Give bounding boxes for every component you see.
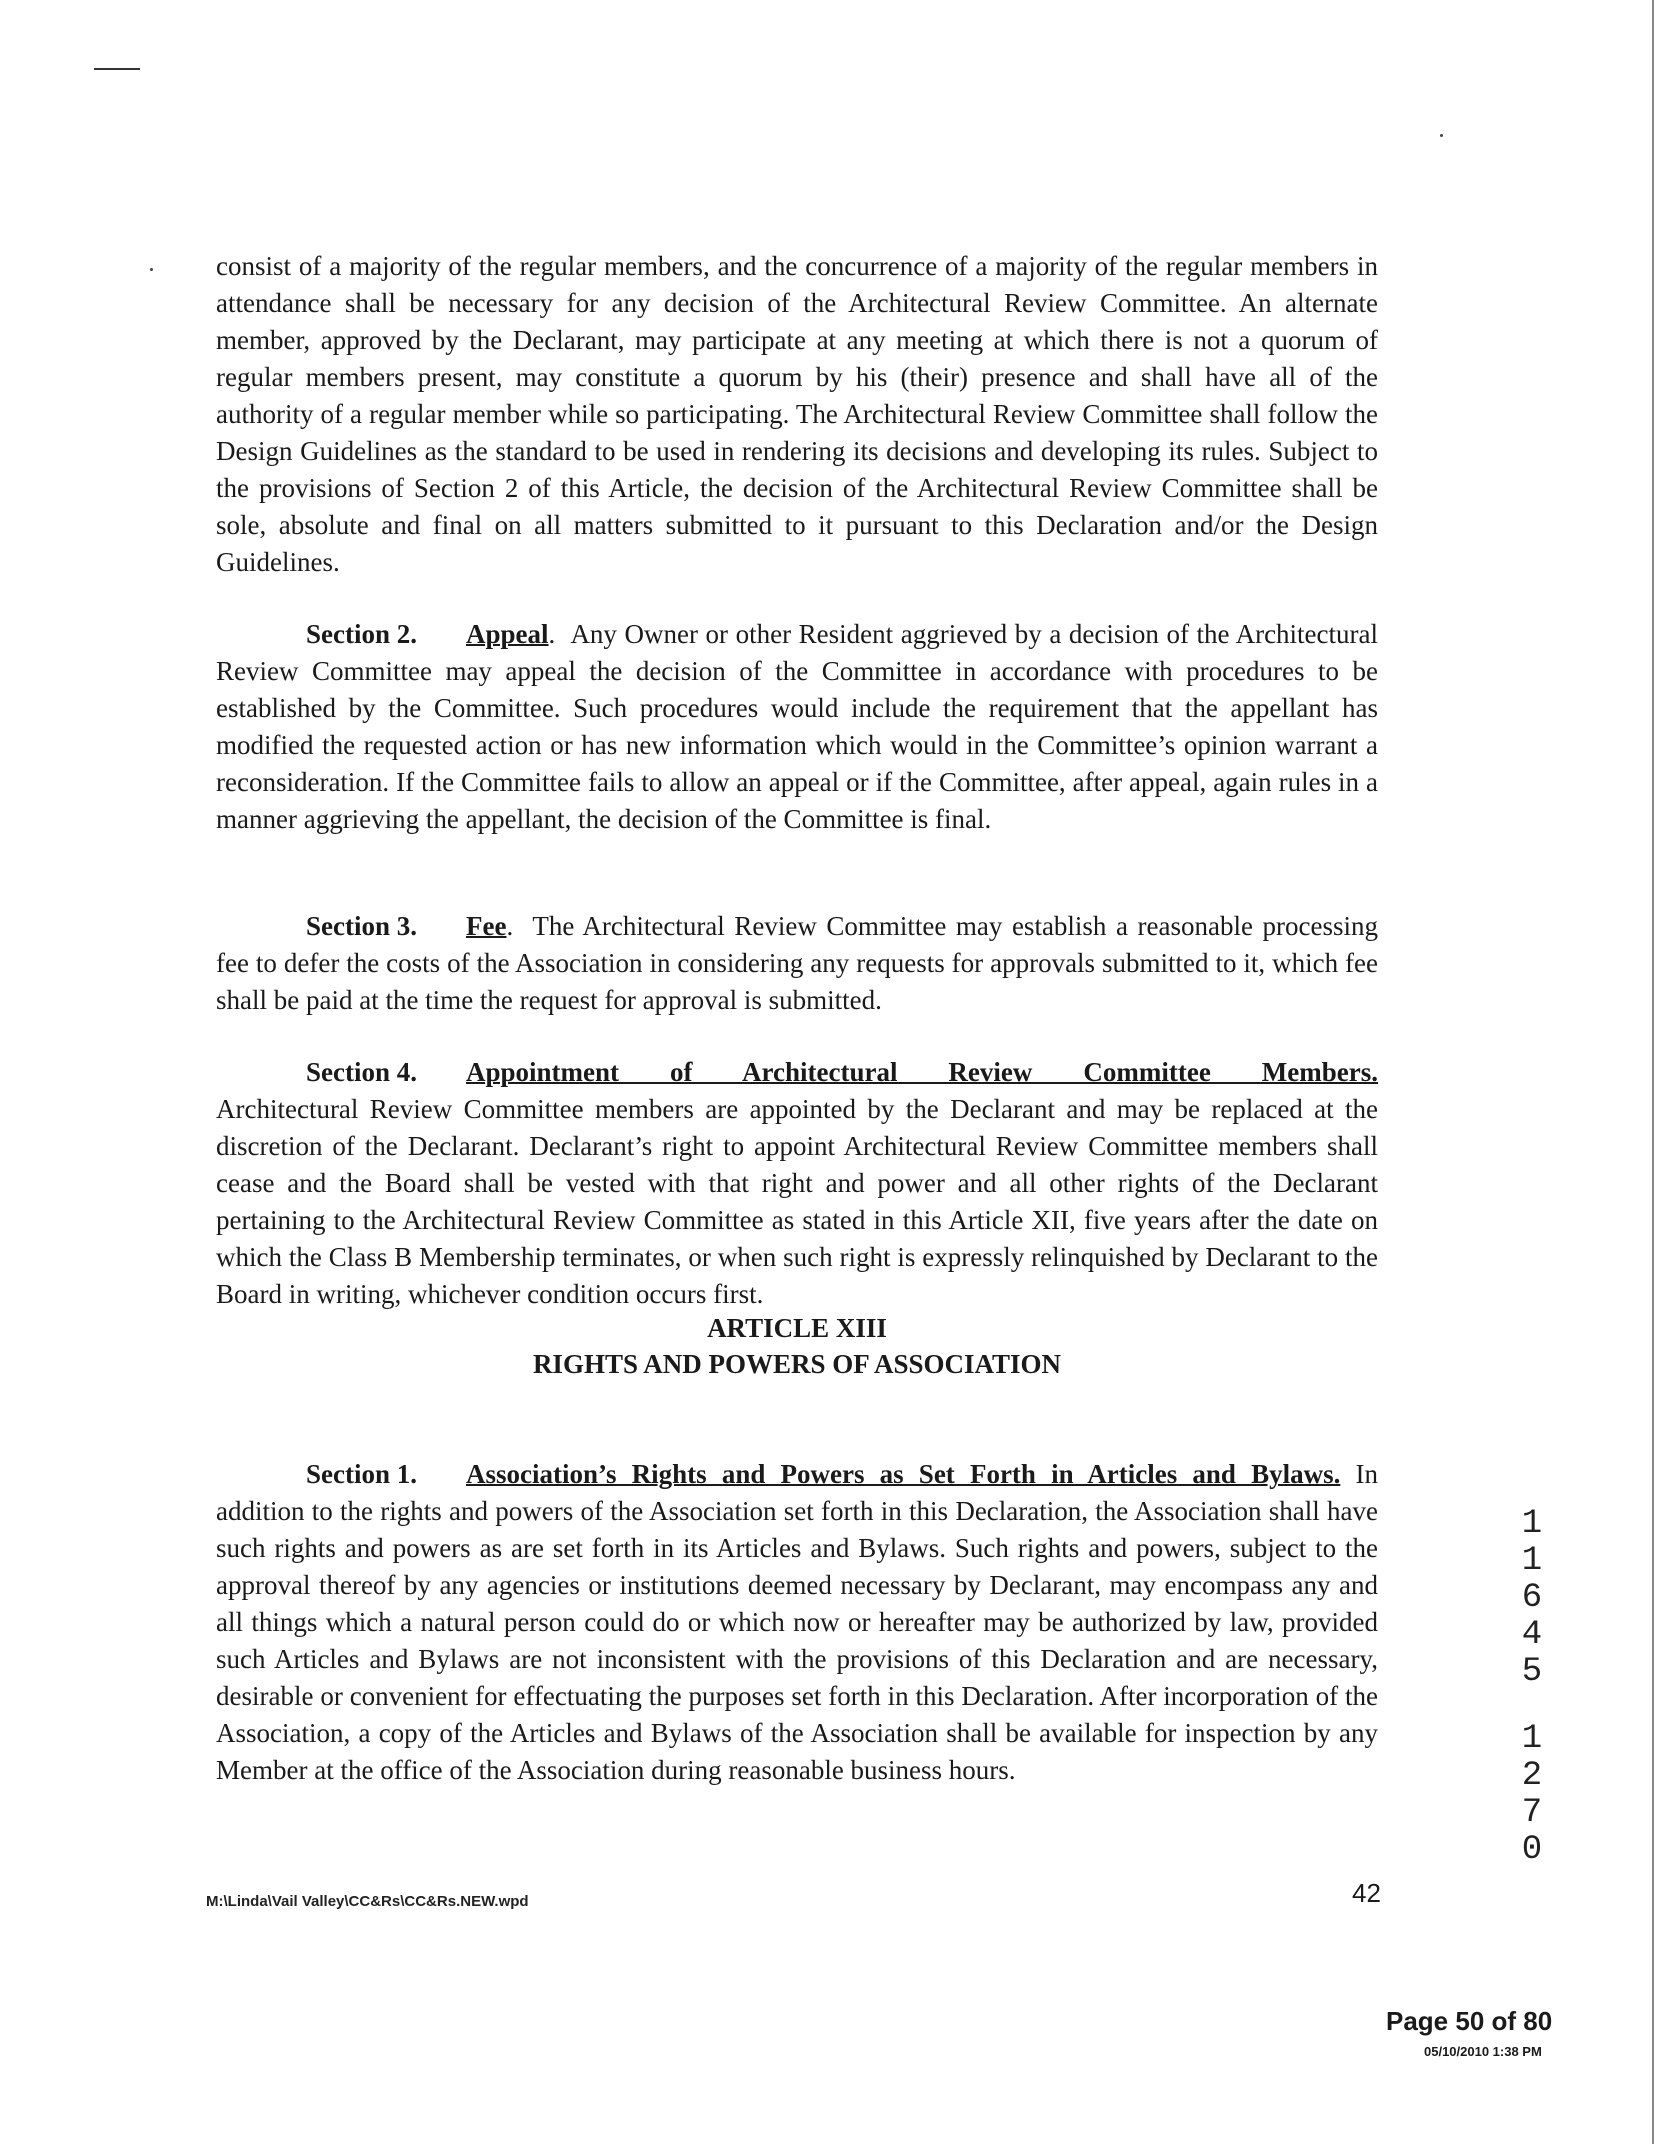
- section-title: Appeal: [466, 619, 549, 649]
- section-text: The Architectural Review Committee may establish a reasonable processing fee to defer the costs of the Association in considering any requests for approvals submitted to it, which fee shall be paid at the time the request for approval is submitted.: [216, 911, 1378, 1015]
- section-number: Section 2.: [306, 619, 417, 649]
- side-digit: 6: [1521, 1579, 1543, 1617]
- page-number: 42: [1352, 1878, 1381, 1908]
- side-digit: 0: [1521, 1831, 1543, 1869]
- page-edge: [1652, 0, 1654, 2144]
- recording-timestamp: 05/10/2010 1:38 PM: [1424, 2044, 1542, 2059]
- scan-mark: [94, 68, 140, 70]
- side-digit: 1: [1521, 1720, 1543, 1758]
- section-title: Appointment of Architectural Review Committee Members.: [466, 1057, 1378, 1087]
- section-number: Section 1.: [306, 1459, 417, 1489]
- title-period: .: [548, 619, 571, 649]
- section-text: Any Owner or other Resident aggrieved by a decision of the Architectural Review Committee may appeal the decision of the Committee in accordance with procedures to be established by the Committee. Such procedures would include the requirement that the appellant has modified the requested action or has new information which would in the Committee’s opinion warrant a reconsideration. If the Committee fails to allow an appeal or if the Committee, after appeal, again rules in a manner aggrieving the appellant, the decision of the Committee is final.: [216, 619, 1378, 834]
- side-digit: 2: [1521, 1757, 1543, 1795]
- side-digit: 5: [1521, 1653, 1543, 1691]
- section-text: Architectural Review Committee members are appointed by the Declarant and may be replaced at the discretion of the Declarant. Declarant’s right to appoint Architectural Review Committee members shall cease and the Board shall be vested with that right and power and all other rights of the Declarant pertaining to the Architectural Review Committee as stated in this Article XII, five years after the date on which the Class B Membership terminates, or when such right is expressly relinquished by Declarant to the Board in writing, whichever condition occurs first.: [216, 1094, 1378, 1309]
- article-title: RIGHTS AND POWERS OF ASSOCIATION: [532, 1349, 1062, 1379]
- side-digit: 7: [1521, 1794, 1543, 1832]
- footer-file-path: M:\Linda\Vail Valley\CC&Rs\CC&Rs.NEW.wpd: [206, 1893, 529, 1910]
- scan-dot: [1440, 134, 1443, 137]
- side-digit: 1: [1521, 1505, 1543, 1543]
- article-number: ARTICLE XIII: [707, 1313, 887, 1343]
- page-count: Page 50 of 80: [1386, 2006, 1553, 2036]
- scan-dot: [150, 268, 153, 271]
- section-number: Section 3.: [306, 911, 417, 941]
- article-13-section-1-paragraph: [216, 1456, 1378, 1789]
- side-gap: [1512, 1691, 1552, 1721]
- section-title: Association’s Rights and Powers as Set Forth in Articles and Bylaws.: [466, 1459, 1341, 1489]
- continued-paragraph: consist of a majority of the regular members, and the concurrence of a majority of the regular members in attendance shall be necessary for any decision of the Architectural Review Committee. An alternate member, approved by the Declarant, may participate at any meeting at which there is not a quorum of regular members present, may constitute a quorum by his (their) presence and shall have all of the authority of a regular member while so participating. The Architectural Review Committee shall follow the Design Guidelines as the standard to be used in rendering its decisions and developing its rules. Subject to the provisions of Section 2 of this Article, the decision of the Architectural Review Committee shall be sole, absolute and final on all matters submitted to it pursuant to this Declaration and/or the Design Guidelines.: [216, 251, 1378, 577]
- side-recording-number: [1512, 1506, 1552, 1869]
- title-period: .: [506, 911, 533, 941]
- side-digit: 4: [1521, 1616, 1543, 1654]
- section-4-paragraph: [216, 1054, 1378, 1313]
- section-text: In addition to the rights and powers of the Association set forth in this Declaration, the Association shall have such rights and powers as are set forth in its Articles and Bylaws. Such rights and powers, subject to the approval thereof by any agencies or institutions deemed necessary by Declarant, may encompass any and all things which a natural person could do or which now or hereafter may be authorized by law, provided such Articles and Bylaws are not inconsistent with the provisions of this Declaration and are necessary, desirable or convenient for effectuating the purposes set forth in this Declaration. After incorporation of the Association, a copy of the Articles and Bylaws of the Association shall be available for inspection by any Member at the office of the Association during reasonable business hours.: [216, 1459, 1378, 1785]
- section-3-paragraph: [216, 908, 1378, 1019]
- section-2-paragraph: [216, 616, 1378, 838]
- section-title: Fee: [466, 911, 507, 941]
- section-number: Section 4.: [306, 1057, 417, 1087]
- side-digit: 1: [1521, 1542, 1543, 1580]
